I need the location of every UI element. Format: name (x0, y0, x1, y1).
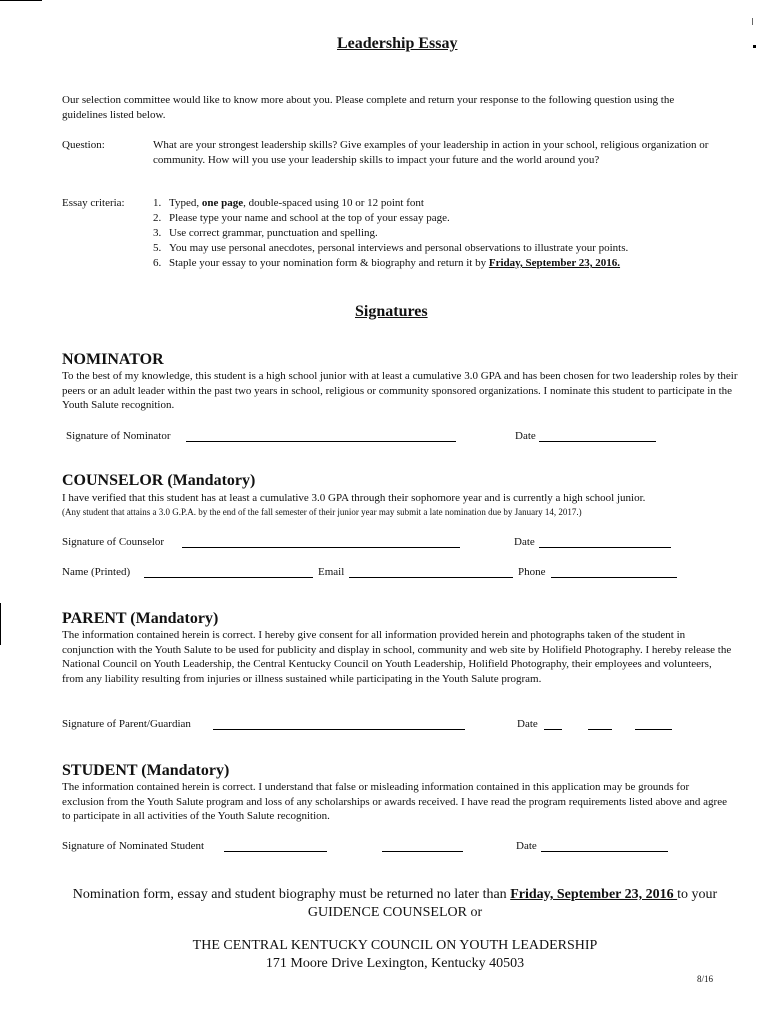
question-text: What are your strongest leadership skills? Give examples of your leadership in action in your school, religious organization or community. How will you use your leadership skills to impact your future and the world around you? (153, 139, 709, 166)
parent-date-label: Date (517, 718, 538, 730)
criteria-label: Essay criteria: (62, 197, 125, 209)
nominator-date-label: Date (515, 430, 536, 442)
footer-instructions: Nomination form, essay and student biography must be returned no later than Friday, September 23, 2016 to your GUIDENCE COUNSELOR or (72, 887, 718, 920)
parent-signature-line[interactable] (213, 729, 465, 730)
criteria-item: 1. Typed, one page, double-spaced using 10 or 12 point font (153, 197, 424, 209)
counselor-date-line[interactable] (539, 547, 671, 548)
nominator-date-line[interactable] (539, 441, 656, 442)
student-text: The information contained herein is correct. I understand that false or misleading information contained in this application may be grounds for exclusion from the Youth Salute program and loss of any scholarships or awards received. I have read the program requirements listed above and agree to participate in all activities of the Youth Salute recognition. (62, 781, 727, 822)
criteria-item: 6. Staple your essay to your nomination form & biography and return it by Friday, September 23, 2016. (153, 257, 621, 269)
student-date-label: Date (516, 840, 537, 852)
signatures-heading: Signatures (355, 303, 428, 320)
nominator-text: To the best of my knowledge, this student is a high school junior with at least a cumulative 3.0 GPA and has been chosen for two leadership roles by their peers or an adult leader within the past two years in school, religious or community sponsored organizations. I nominate this student to participate in the Youth Salute recognition. (62, 370, 738, 411)
left-edge-mark (0, 603, 1, 645)
student-signature-line[interactable] (224, 851, 327, 852)
nominator-signature-label: Signature of Nominator (66, 430, 171, 442)
nominator-signature-line[interactable] (186, 441, 456, 442)
criteria-list (153, 196, 728, 271)
counselor-phone-label: Phone (518, 566, 546, 578)
counselor-name-label: Name (Printed) (62, 566, 131, 578)
intro-paragraph: Our selection committee would like to know more about you. Please complete and return your response to the following question using the guidelines listed below. (62, 94, 675, 121)
counselor-phone-line[interactable] (551, 577, 677, 578)
student-signature-label: Signature of Nominated Student (62, 840, 205, 852)
student-extra-line[interactable] (382, 851, 463, 852)
footer-line2: GUIDENCE COUNSELOR or (307, 905, 483, 920)
page-title: Leadership Essay (337, 35, 458, 52)
parent-text: The information contained herein is correct. I hereby give consent for all information provided herein and photographs taken of the student in conjunction with the Youth Salute to be used for publicity and display in school, community and web site by Holifield Photography. I hereby release the National Council on Youth Leadership, the Central Kentucky Council on Youth Leadership, Holifield Photography, their employees and volunteers, from any liability resulting from injuries or illness sustained while participating in the Youth Salute program. (62, 629, 732, 685)
footer-deadline: Friday, September 23, 2016 (510, 887, 678, 902)
top-left-edge-mark (0, 0, 42, 1)
counselor-heading: COUNSELOR (Mandatory) (62, 472, 256, 489)
criteria-item: 3. Use correct grammar, punctuation and spelling. (153, 227, 378, 239)
student-date-line[interactable] (541, 851, 668, 852)
criteria-item: 5. You may use personal anecdotes, personal interviews and personal observations to illustrate your points. (153, 242, 629, 254)
counselor-name-line[interactable] (144, 577, 313, 578)
top-right-tick-mark (752, 18, 753, 25)
nominator-heading: NOMINATOR (62, 351, 164, 368)
parent-heading: PARENT (Mandatory) (62, 610, 219, 627)
parent-signature-label: Signature of Parent/Guardian (62, 718, 191, 730)
question-label: Question: (62, 139, 105, 151)
counselor-signature-label: Signature of Counselor (62, 536, 165, 548)
counselor-text: I have verified that this student has at least a cumulative 3.0 GPA through their sophomore year and is currently a high school junior. (62, 492, 646, 504)
parent-date-day-line[interactable] (588, 729, 612, 730)
counselor-signature-line[interactable] (182, 547, 460, 548)
criteria-item: 2. Please type your name and school at the top of your essay page. (153, 212, 450, 224)
student-heading: STUDENT (Mandatory) (62, 762, 230, 779)
footer-address: 171 Moore Drive Lexington, Kentucky 40503 (265, 956, 525, 971)
parent-date-year-line[interactable] (635, 729, 672, 730)
parent-date-month-line[interactable] (544, 729, 562, 730)
counselor-note: (Any student that attains a 3.0 G.P.A. by the end of the fall semester of their junior year may submit a late nomination due by January 14, 2017.) (62, 507, 582, 517)
margin-dot-mark (753, 45, 756, 48)
revision-label: 8/16 (697, 974, 714, 984)
counselor-email-line[interactable] (349, 577, 513, 578)
footer-org: THE CENTRAL KENTUCKY COUNCIL ON YOUTH LEADERSHIP (192, 938, 598, 953)
counselor-email-label: Email (318, 566, 345, 578)
counselor-date-label: Date (514, 536, 535, 548)
